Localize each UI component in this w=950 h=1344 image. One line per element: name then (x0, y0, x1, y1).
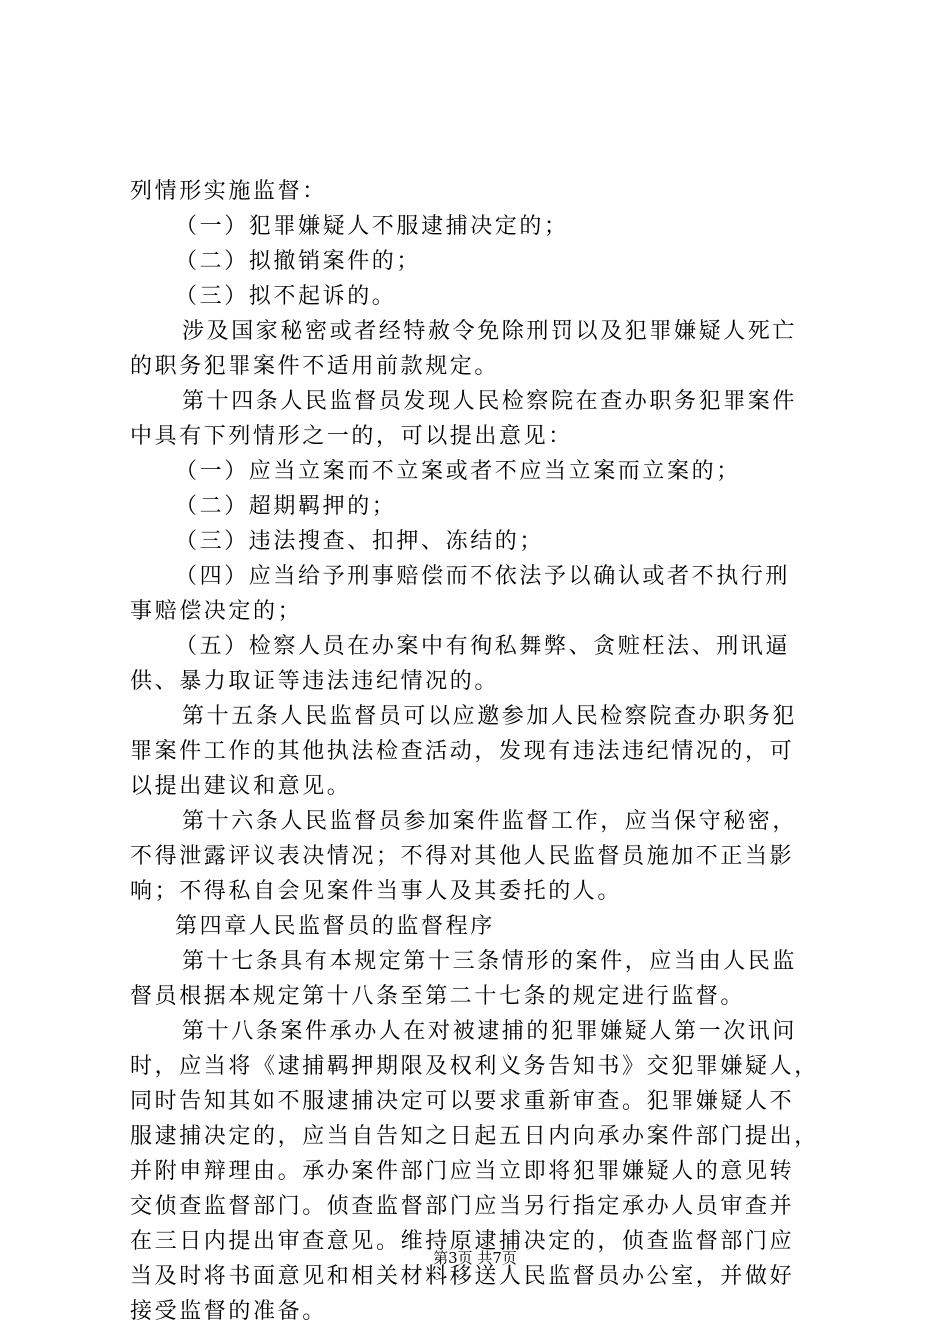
chapter-heading: 第四章人民监督员的监督程序 (175, 914, 495, 939)
list-item: （二）超期羁押的； (175, 494, 397, 519)
text-line: 中具有下列情形之一的，可以提出意见： (130, 424, 573, 449)
list-item: （三）拟不起诉的。 (175, 284, 397, 309)
text-line: 交侦查监督部门。侦查监督部门应当另行指定承办人员审查并 (130, 1194, 795, 1219)
text-line: 供、暴力取证等违法违纪情况的。 (130, 669, 500, 694)
text-line: 时，应当将《逮捕羁押期限及权利义务告知书》交犯罪嫌疑人， (130, 1054, 819, 1079)
list-item: （一）犯罪嫌疑人不服逮捕决定的； (175, 214, 569, 239)
text-line: 事赔偿决定的； (130, 599, 303, 624)
text-line: 响；不得私自会见案件当事人及其委托的人。 (130, 879, 623, 904)
text-line: 罪案件工作的其他执法检查活动，发现有违法违纪情况的，可 (130, 739, 795, 764)
article-18-start: 第十八条案件承办人在对被逮捕的犯罪嫌疑人第一次讯问 (182, 1019, 798, 1044)
article-15-start: 第十五条人民监督员可以应邀参加人民检察院查办职务犯 (182, 704, 798, 729)
text-line: 并附申辩理由。承办案件部门应当立即将犯罪嫌疑人的意见转 (130, 1159, 795, 1184)
list-item: （四）应当给予刑事赔偿而不依法予以确认或者不执行刑 (175, 564, 791, 589)
document-body (130, 174, 830, 1329)
paragraph-start: 涉及国家秘密或者经特赦令免除刑罚以及犯罪嫌疑人死亡 (182, 319, 798, 344)
list-item: （二）拟撤销案件的； (175, 249, 422, 274)
text-line: 列情形实施监督： (130, 179, 327, 204)
text-line: 不得泄露评议表决情况；不得对其他人民监督员施加不正当影 (130, 844, 795, 869)
text-line: 在三日内提出审查意见。维持原逮捕决定的，侦查监督部门应 (130, 1229, 795, 1254)
list-item: （五）检察人员在办案中有徇私舞弊、贪赃枉法、刑讯逼 (175, 634, 791, 659)
text-line: 以提出建议和意见。 (130, 774, 352, 799)
list-item: （一）应当立案而不立案或者不应当立案而立案的； (175, 459, 741, 484)
list-item: （三）违法搜查、扣押、冻结的； (175, 529, 545, 554)
text-line: 当及时将书面意见和相关材料移送人民监督员办公室，并做好 (130, 1264, 795, 1289)
article-14-start: 第十四条人民监督员发现人民检察院在查办职务犯罪案件 (182, 389, 798, 414)
page-number: 第3页 共7页 (433, 1249, 517, 1267)
text-line: 的职务犯罪案件不适用前款规定。 (130, 354, 500, 379)
text-line: 接受监督的准备。 (130, 1299, 327, 1324)
article-17-start: 第十七条具有本规定第十三条情形的案件，应当由人民监 (182, 949, 798, 974)
text-line: 服逮捕决定的，应当自告知之日起五日内向承办案件部门提出， (130, 1124, 819, 1149)
text-line: 同时告知其如不服逮捕决定可以要求重新审查。犯罪嫌疑人不 (130, 1089, 795, 1114)
article-16-start: 第十六条人民监督员参加案件监督工作，应当保守秘密， (182, 809, 798, 834)
text-line: 督员根据本规定第十八条至第二十七条的规定进行监督。 (130, 984, 746, 1009)
